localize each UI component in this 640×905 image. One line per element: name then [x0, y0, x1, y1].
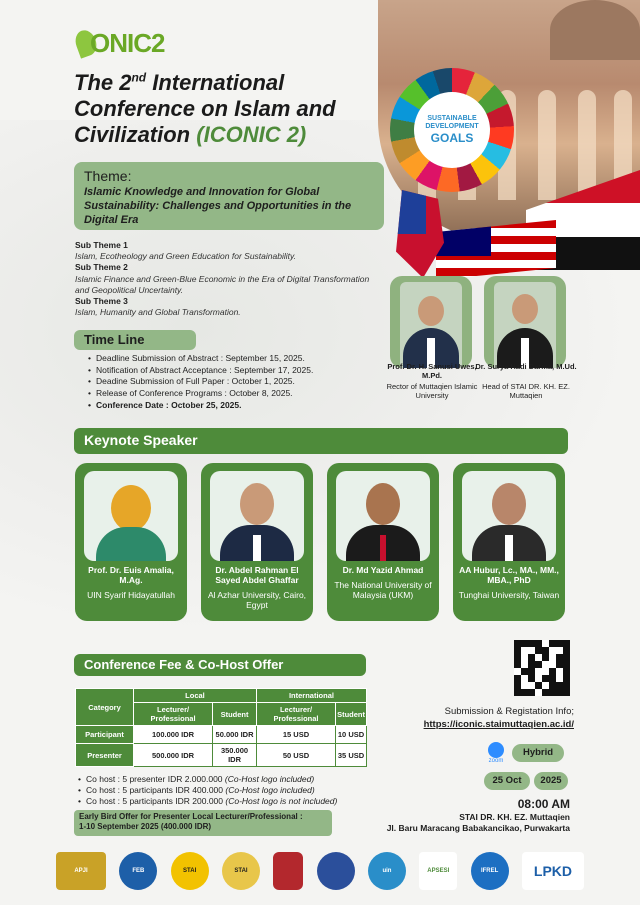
- mode-badge: Hybrid: [512, 744, 564, 762]
- qr-code[interactable]: [514, 640, 570, 696]
- speaker-affiliation: Tunghai University, Taiwan: [458, 590, 560, 600]
- host-photo-card: [484, 276, 566, 368]
- partner-logo: STAI: [171, 852, 209, 890]
- sdg-line1: SUSTAINABLE: [427, 115, 477, 123]
- speaker-name: Dr. Md Yazid Ahmad: [342, 565, 424, 575]
- host-role: Head of STAI DR. KH. EZ. Muttaqien: [482, 382, 570, 400]
- partner-logo: IFREL: [471, 852, 509, 890]
- partner-logo: APJI: [56, 852, 106, 890]
- malaysia-flag: [436, 220, 556, 280]
- fee-table: [75, 688, 367, 767]
- col-category: Category: [76, 689, 134, 726]
- timeline-item: • Conference Date : October 25, 2025.: [88, 400, 378, 412]
- fee-cell: 10 USD: [336, 726, 367, 744]
- zoom-icon: zoom: [486, 742, 506, 762]
- row-label: Presenter: [76, 744, 134, 767]
- speaker-affiliation: Al Azhar University, Cairo, Egypt: [207, 590, 307, 610]
- speaker-card: [327, 463, 439, 621]
- sdg-wheel-logo: [390, 68, 514, 192]
- host-name: Prof. Dr. H. Sanusi Uwes, M.Pd.: [387, 362, 477, 380]
- year-badge: 2025: [534, 772, 568, 790]
- fee-cell: 35 USD: [336, 744, 367, 767]
- partner-logo: LPKD: [522, 852, 584, 890]
- fee-cell: 50.000 IDR: [213, 726, 257, 744]
- fee-cell: 350.000 IDR: [213, 744, 257, 767]
- cohost-list: [78, 774, 378, 807]
- subtheme-heading: Sub Theme 3: [75, 296, 128, 307]
- partner-logo: STAI: [222, 852, 260, 890]
- partner-logo: FEB: [119, 852, 157, 890]
- sub-student: Student: [213, 703, 257, 726]
- sub-themes: [75, 240, 375, 319]
- speaker-name: AA Hubur, Lc., MA., MM., MBA., PhD: [459, 565, 559, 585]
- sub-lecturer: Lecturer/ Professional: [134, 703, 213, 726]
- speaker-card: [75, 463, 187, 621]
- partner-logo: APSESI: [419, 852, 457, 890]
- speaker-name: Prof. Dr. Euis Amalia, M.Ag.: [88, 565, 174, 585]
- cohost-item: • Co host : 5 participants IDR 400.000 (Co-Host logo included): [78, 785, 378, 796]
- theme-text: Islamic Knowledge and Innovation for Global Sustainability: Challenges and Opportunities in the Digital Era: [84, 186, 352, 226]
- fee-cell: 500.000 IDR: [134, 744, 213, 767]
- cohost-item: • Co host : 5 presenter IDR 2.000.000 (Co-Host logo included): [78, 774, 378, 785]
- early-bird-box: Early Bird Offer for Presenter Local Lecturer/Professional : 1-10 September 2025 (400.000 IDR): [74, 810, 332, 836]
- sdg-line2: DEVELOPMENT: [425, 123, 479, 130]
- timeline-heading: Time Line: [74, 330, 196, 350]
- partner-logo: [317, 852, 355, 890]
- table-row: [76, 744, 367, 767]
- timeline-item: • Notification of Abstract Acceptance : September 17, 2025.: [88, 365, 378, 377]
- host-photo-card: [390, 276, 472, 368]
- theme-box: [74, 162, 384, 230]
- partner-logo: uin: [368, 852, 406, 890]
- speaker-name: Dr. Abdel Rahman El Sayed Abdel Ghaffar: [215, 565, 299, 585]
- speaker-card: [201, 463, 313, 621]
- row-label: Participant: [76, 726, 134, 744]
- speaker-affiliation: UIN Syarif Hidayatullah: [87, 590, 175, 600]
- venue-name: STAI DR. KH. EZ. Muttaqien: [459, 812, 570, 822]
- fee-heading: Conference Fee & Co-Host Offer: [74, 654, 366, 676]
- speaker-card: [453, 463, 565, 621]
- timeline-item: • Release of Conference Programs : October 8, 2025.: [88, 388, 378, 400]
- sub-lecturer: Lecturer/ Professional: [256, 703, 335, 726]
- col-local: Local: [134, 689, 257, 703]
- partner-logo: [273, 852, 303, 890]
- page-title: The 2nd International Conference on Islam and Civilization (ICONIC 2): [74, 70, 336, 147]
- subtheme-text: Islamic Finance and Green-Blue Economic in the Era of Digital Transformation and Geopolitical Uncertainty.: [75, 273, 370, 295]
- keynote-heading: Keynote Speaker: [74, 428, 568, 454]
- subtheme-heading: Sub Theme 2: [75, 262, 128, 273]
- theme-label: Theme:: [84, 168, 132, 184]
- timeline-list: [88, 353, 378, 412]
- partner-logos: [56, 848, 584, 894]
- registration-link[interactable]: https://iconic.staimuttaqien.ac.id/: [423, 719, 574, 730]
- speaker-affiliation: The National University of Malaysia (UKM): [334, 580, 432, 600]
- iconic-logo: [76, 24, 165, 64]
- timeline-item: • Deadline Submission of Abstract : September 15, 2025.: [88, 353, 378, 365]
- date-badge: 25 Oct: [484, 772, 530, 790]
- host-role: Rector of Muttaqien Islamic University: [386, 382, 478, 400]
- sub-student: Student: [336, 703, 367, 726]
- cohost-item: • Co host : 5 participants IDR 200.000 (Co-Host logo is not included): [78, 796, 378, 807]
- sdg-line3: GOALS: [430, 130, 474, 145]
- fee-cell: 100.000 IDR: [134, 726, 213, 744]
- subtheme-text: Islam, Humanity and Global Transformation.: [75, 307, 241, 318]
- event-time: 08:00 AM: [517, 797, 570, 811]
- venue-address: Jl. Baru Maracang Babakancikao, Purwakarta: [386, 823, 570, 833]
- col-international: International: [256, 689, 366, 703]
- logo-text: ONIC2: [90, 28, 165, 58]
- subtheme-heading: Sub Theme 1: [75, 240, 128, 250]
- timeline-item: • Deadine Submission of Full Paper : October 1, 2025.: [88, 376, 378, 388]
- fee-cell: 50 USD: [256, 744, 335, 767]
- registration-label: Submission & Registation Info;: [444, 706, 574, 717]
- subtheme-text: Islam, Ecotheology and Green Education for Sustainability.: [75, 251, 296, 262]
- table-row: [76, 726, 367, 744]
- fee-cell: 15 USD: [256, 726, 335, 744]
- host-name: Dr. Surya Hadi Darma, M.Ud.: [475, 362, 577, 371]
